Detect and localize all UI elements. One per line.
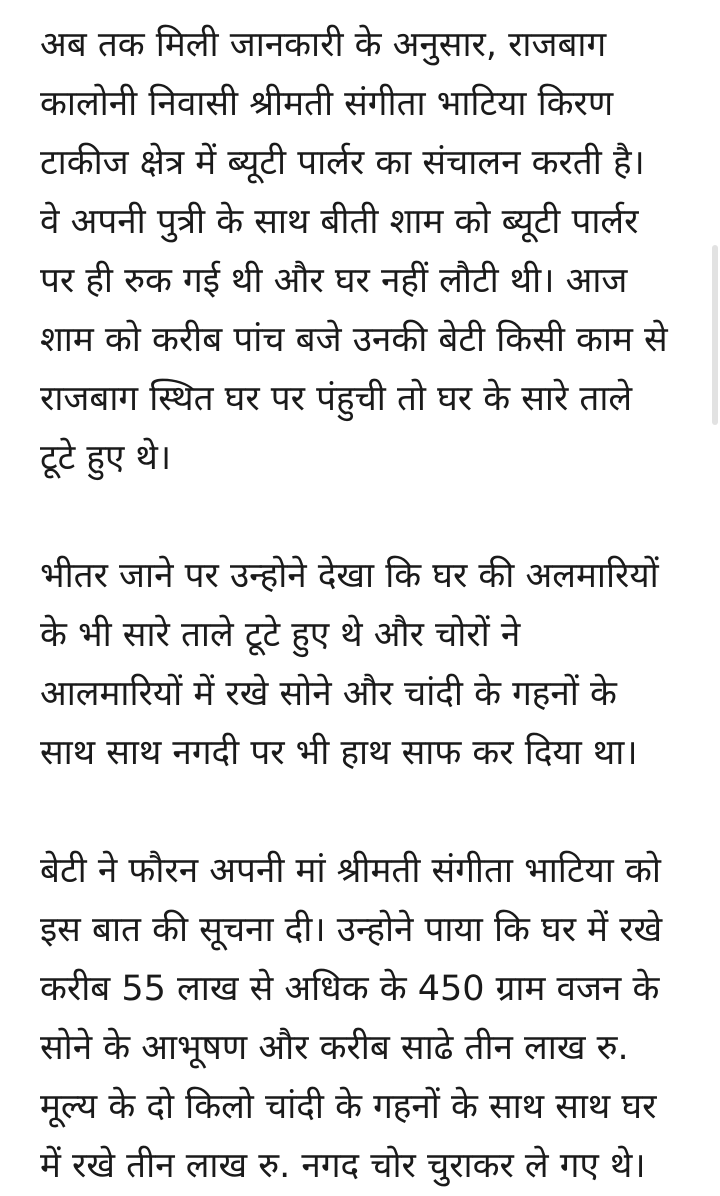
- text-line: बेटी ने फौरन अपनी मां श्रीमती संगीता भाटिया को: [40, 851, 661, 891]
- text-line: टूटे हुए थे।: [40, 438, 172, 478]
- text-line: टाकीज क्षेत्र में ब्यूटी पार्लर का संचालन करती है।: [40, 143, 645, 183]
- text-line: पर ही रुक गई थी और घर नहीं लौटी थी। आज: [40, 261, 628, 301]
- paragraph-1: [40, 16, 700, 488]
- text-line: राजबाग स्थित घर पर पंहुची तो घर के सारे ताले: [40, 379, 633, 419]
- paragraph-2: [40, 547, 700, 783]
- article-body: [40, 16, 700, 1196]
- text-line: कालोनी निवासी श्रीमती संगीता भाटिया किरण: [40, 84, 614, 124]
- text-line: में रखे तीन लाख रु. नगद चोर चुराकर ले गए थे।: [40, 1146, 646, 1186]
- text-line: शाम को करीब पांच बजे उनकी बेटी किसी काम से: [40, 320, 668, 360]
- scrollbar[interactable]: [712, 245, 718, 425]
- text-line: सोने के आभूषण और करीब साढे तीन लाख रु.: [40, 1028, 629, 1068]
- text-line: वे अपनी पुत्री के साथ बीती शाम को ब्यूटी पार्लर: [40, 202, 639, 242]
- text-line: साथ साथ नगदी पर भी हाथ साफ कर दिया था।: [40, 733, 638, 773]
- text-line: इस बात की सूचना दी। उन्होने पाया कि घर में रखे: [40, 910, 663, 950]
- text-line: के भी सारे ताले टूटे हुए थे और चोरों ने: [40, 615, 521, 655]
- text-line: भीतर जाने पर उन्होने देखा कि घर की अलमारियों: [40, 556, 659, 596]
- text-line: अब तक मिली जानकारी के अनुसार, राजबाग: [40, 25, 607, 65]
- text-line: करीब 55 लाख से अधिक के 450 ग्राम वजन के: [40, 969, 660, 1009]
- paragraph-3: [40, 842, 700, 1196]
- text-line: आलमारियों में रखे सोने और चांदी के गहनों के: [40, 674, 617, 714]
- text-line: मूल्य के दो किलो चांदी के गहनों के साथ साथ घर: [40, 1087, 657, 1127]
